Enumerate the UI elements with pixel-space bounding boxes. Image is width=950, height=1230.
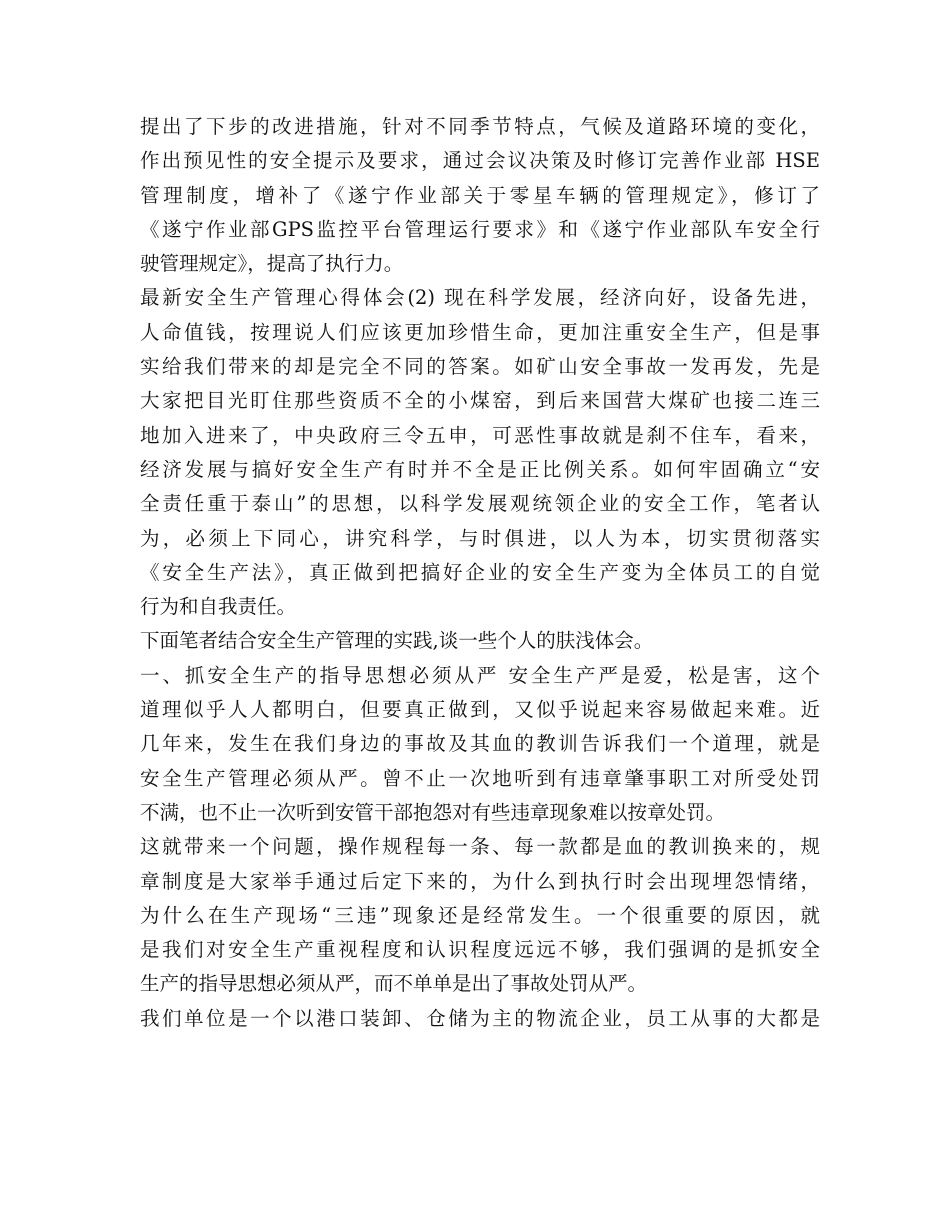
text-line: 行为和自我责任。 bbox=[140, 595, 297, 619]
text-line: 生产的指导思想必须从严，而不单单是出了事故处罚从严。 bbox=[140, 972, 648, 996]
text-line: 为，必须上下同心，讲究科学，与时俱进，以人为本，切实贯彻落实 bbox=[140, 526, 820, 550]
text-line: 驶管理规定》，提高了执行力。 bbox=[140, 252, 404, 276]
text-line: 道理似乎人人都明白，但要真正做到，又似乎说起来容易做起来难。近 bbox=[140, 698, 820, 722]
text-line: 一、抓安全生产的指导思想必须从严 安全生产严是爱，松是害，这个 bbox=[140, 663, 820, 687]
text-line: 不满，也不止一次听到安管干部抱怨对有些违章现象难以按章处罚。 bbox=[140, 800, 726, 824]
text-line: 全责任重于泰山”的思想，以科学发展观统领企业的安全工作，笔者认 bbox=[140, 492, 820, 516]
text-line: 《安全生产法》，真正做到把搞好企业的安全生产变为全体员工的自觉 bbox=[140, 560, 820, 584]
text-line: 大家把目光盯住那些资质不全的小煤窑，到后来国营大煤矿也接二连三 bbox=[140, 389, 820, 413]
text-line: 实给我们带来的却是完全不同的答案。如矿山安全事故一发再发，先是 bbox=[140, 355, 820, 379]
text-line: 作出预见性的安全提示及要求，通过会议决策及时修订完善作业部 HSE bbox=[140, 149, 820, 173]
text-line: 人命值钱，按理说人们应该更加珍惜生命，更加注重安全生产，但是事 bbox=[140, 320, 820, 344]
text-line: 我们单位是一个以港口装卸、仓储为主的物流企业，员工从事的大都是 bbox=[140, 1006, 820, 1030]
text-line: 章制度是大家举手通过后定下来的，为什么到执行时会出现埋怨情绪， bbox=[140, 869, 820, 893]
text-line: 安全生产管理必须从严。曾不止一次地听到有违章肇事职工对所受处罚 bbox=[140, 766, 820, 790]
text-line: 下面笔者结合安全生产管理的实践,谈一些个人的肤浅体会。 bbox=[140, 629, 654, 653]
document-body bbox=[140, 110, 820, 1036]
text-line: 为什么在生产现场“三违”现象还是经常发生。一个很重要的原因，就 bbox=[140, 903, 820, 927]
text-line: 最新安全生产管理心得体会(2) 现在科学发展，经济向好，设备先进， bbox=[140, 286, 820, 310]
text-line: 地加入进来了，中央政府三令五申，可恶性事故就是刹不住车，看来， bbox=[140, 423, 820, 447]
text-line: 几年来，发生在我们身边的事故及其血的教训告诉我们一个道理，就是 bbox=[140, 732, 820, 756]
text-line: 提出了下步的改进措施，针对不同季节特点，气候及道路环境的变化， bbox=[140, 115, 820, 138]
text-line: 这就带来一个问题，操作规程每一条、每一款都是血的教训换来的，规 bbox=[140, 835, 820, 859]
text-line: 是我们对安全生产重视程度和认识程度远远不够，我们强调的是抓安全 bbox=[140, 938, 820, 962]
text-line: 《遂宁作业部GPS监控平台管理运行要求》和《遂宁作业部队车安全行 bbox=[140, 217, 820, 241]
text-line: 管理制度，增补了《遂宁作业部关于零星车辆的管理规定》，修订了 bbox=[140, 183, 820, 207]
text-line: 经济发展与搞好安全生产有时并不全是正比例关系。如何牢固确立“安 bbox=[140, 457, 820, 481]
